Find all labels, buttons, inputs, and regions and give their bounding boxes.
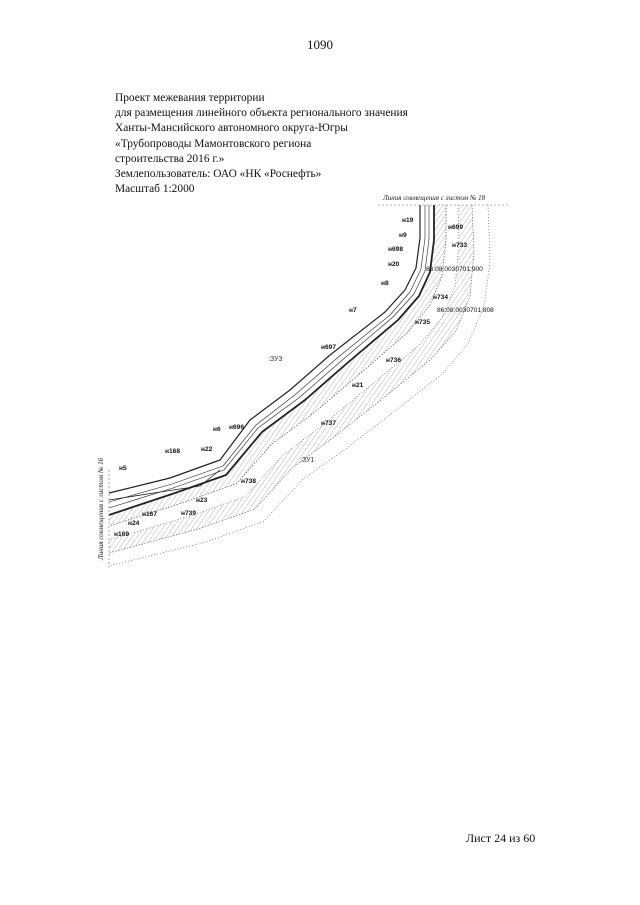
boundary-point-label: н733 <box>452 242 467 249</box>
boundary-point-label: н168 <box>165 448 180 455</box>
parcel-hatching <box>109 205 474 553</box>
match-line-left-label: Линия совмещения с листом № 16 <box>97 457 105 560</box>
boundary-point-label: н736 <box>386 357 401 364</box>
boundary-point-label: н23 <box>196 497 208 504</box>
boundary-point-label: н699 <box>448 224 463 231</box>
boundary-point-label: н737 <box>321 420 336 427</box>
boundary-point-label: н6 <box>213 426 221 433</box>
parcel-label-zu3: :ЗУ3 <box>268 356 283 363</box>
boundary-point-label: н5 <box>119 465 127 472</box>
boundary-point-label: н167 <box>142 511 157 518</box>
cadastral-number: 86:08:0030701:900 <box>426 266 483 273</box>
header-line: для размещения линейного объекта регионального значения <box>115 107 408 120</box>
header-line: строительства 2016 г.» <box>115 152 225 165</box>
boundary-point-label: н8 <box>381 280 389 287</box>
match-line-top-label: Линия совмещения с листом № 18 <box>383 194 486 202</box>
sheet-number: Лист 24 из 60 <box>466 831 536 845</box>
boundary-point-label: н739 <box>181 510 196 517</box>
cadastral-number: 86:08:0030701:808 <box>437 307 494 314</box>
boundary-point-label: н696 <box>229 424 244 431</box>
scale-label: Масштаб 1:2000 <box>115 183 195 196</box>
boundary-point-label: н9 <box>399 232 407 239</box>
boundary-point-label: н738 <box>241 478 256 485</box>
boundary-point-label: н19 <box>402 217 414 224</box>
header-line: Ханты-Мансийского автономного округа-Югры <box>115 122 348 135</box>
boundary-point-label: н24 <box>128 520 140 527</box>
header-line: «Трубопроводы Мамонтовского региона <box>115 137 312 150</box>
boundary-point-label: н734 <box>433 294 448 301</box>
boundary-point-label: н20 <box>388 261 400 268</box>
boundary-point-label: н169 <box>114 531 129 538</box>
page-number: 1090 <box>307 37 333 52</box>
boundary-point-label: н22 <box>201 446 213 453</box>
boundary-point-label: н697 <box>321 344 336 351</box>
boundary-point-label: н7 <box>349 307 357 314</box>
boundary-point-label: н698 <box>388 246 403 253</box>
header-line: Проект межевания территории <box>115 92 265 104</box>
boundary-point-label: н21 <box>352 382 364 389</box>
header-line: Землепользователь: ОАО «НК «Роснефть» <box>115 168 322 181</box>
parcel-label-zu1: :ЗУ1 <box>300 457 315 464</box>
boundary-point-label: н735 <box>415 319 430 326</box>
